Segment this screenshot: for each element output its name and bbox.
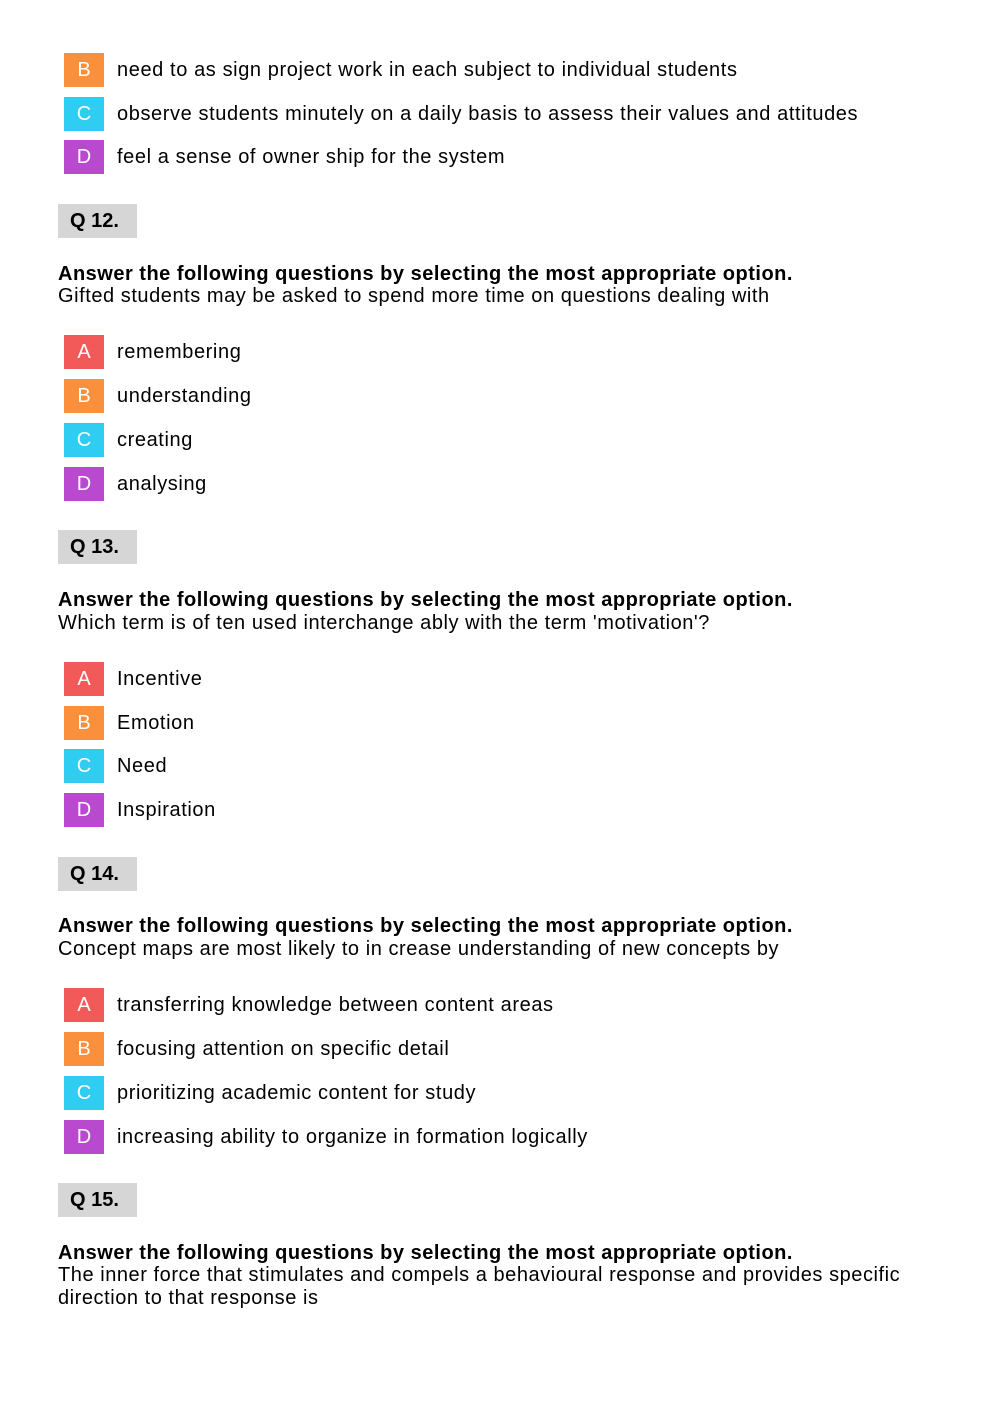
question-text: The inner force that stimulates and compels a behavioural response and provides specific direction to that response is [58, 1264, 901, 1309]
option-letter-badge: B [64, 1032, 104, 1066]
option-text: prioritizing academic content for study [117, 1081, 477, 1104]
option-row[interactable] [64, 1076, 476, 1110]
option-text: observe students minutely on a daily basis to assess their values and attitudes [117, 102, 859, 125]
question-text: Concept maps are most likely to in crease understanding of new concepts by [58, 938, 780, 960]
option-row[interactable] [64, 467, 207, 501]
question-number-label: Q 13. [58, 530, 137, 564]
question-number-label: Q 14. [58, 857, 137, 891]
option-row[interactable] [64, 53, 738, 87]
option-text: Inspiration [117, 798, 216, 821]
option-letter-badge: A [64, 988, 104, 1022]
option-row[interactable] [64, 140, 505, 174]
option-text: Emotion [117, 711, 195, 734]
option-text: focusing attention on specific detail [117, 1037, 450, 1060]
option-text: creating [117, 428, 193, 451]
question-instruction: Answer the following questions by selecting the most appropriate option. [58, 915, 793, 937]
option-text: understanding [117, 384, 252, 407]
option-row[interactable] [64, 423, 193, 457]
option-row[interactable] [64, 1032, 449, 1066]
option-text: Need [117, 754, 168, 777]
option-letter-badge: C [64, 749, 104, 783]
option-row[interactable] [64, 379, 252, 413]
option-row[interactable] [64, 793, 216, 827]
option-row[interactable] [64, 988, 554, 1022]
option-letter-badge: D [64, 467, 104, 501]
option-text: Incentive [117, 667, 203, 690]
option-letter-badge: D [64, 140, 104, 174]
option-letter-badge: B [64, 379, 104, 413]
option-letter-badge: A [64, 335, 104, 369]
question-number-label: Q 15. [58, 1183, 137, 1217]
option-letter-badge: B [64, 53, 104, 87]
option-letter-badge: A [64, 662, 104, 696]
option-text: need to as sign project work in each subject to individual students [117, 58, 738, 81]
option-row[interactable] [64, 335, 241, 369]
question-text: Which term is of ten used interchange ably with the term 'motivation'? [58, 612, 710, 634]
option-letter-badge: B [64, 706, 104, 740]
option-letter-badge: C [64, 423, 104, 457]
option-row[interactable] [64, 749, 167, 783]
question-instruction: Answer the following questions by selecting the most appropriate option. [58, 1242, 793, 1264]
question-instruction: Answer the following questions by selecting the most appropriate option. [58, 589, 793, 611]
option-text: remembering [117, 340, 242, 363]
option-letter-badge: C [64, 97, 104, 131]
option-text: increasing ability to organize in formation logically [117, 1125, 588, 1148]
option-text: feel a sense of owner ship for the system [117, 145, 506, 168]
question-instruction: Answer the following questions by selecting the most appropriate option. [58, 263, 793, 285]
option-row[interactable] [64, 706, 195, 740]
question-number-label: Q 12. [58, 204, 137, 238]
question-text: Gifted students may be asked to spend more time on questions dealing with [58, 285, 770, 307]
option-text: transferring knowledge between content areas [117, 993, 554, 1016]
option-letter-badge: C [64, 1076, 104, 1110]
option-row[interactable] [64, 97, 858, 131]
option-text: analysing [117, 472, 207, 495]
option-letter-badge: D [64, 1120, 104, 1154]
option-row[interactable] [64, 662, 202, 696]
option-row[interactable] [64, 1120, 588, 1154]
option-letter-badge: D [64, 793, 104, 827]
